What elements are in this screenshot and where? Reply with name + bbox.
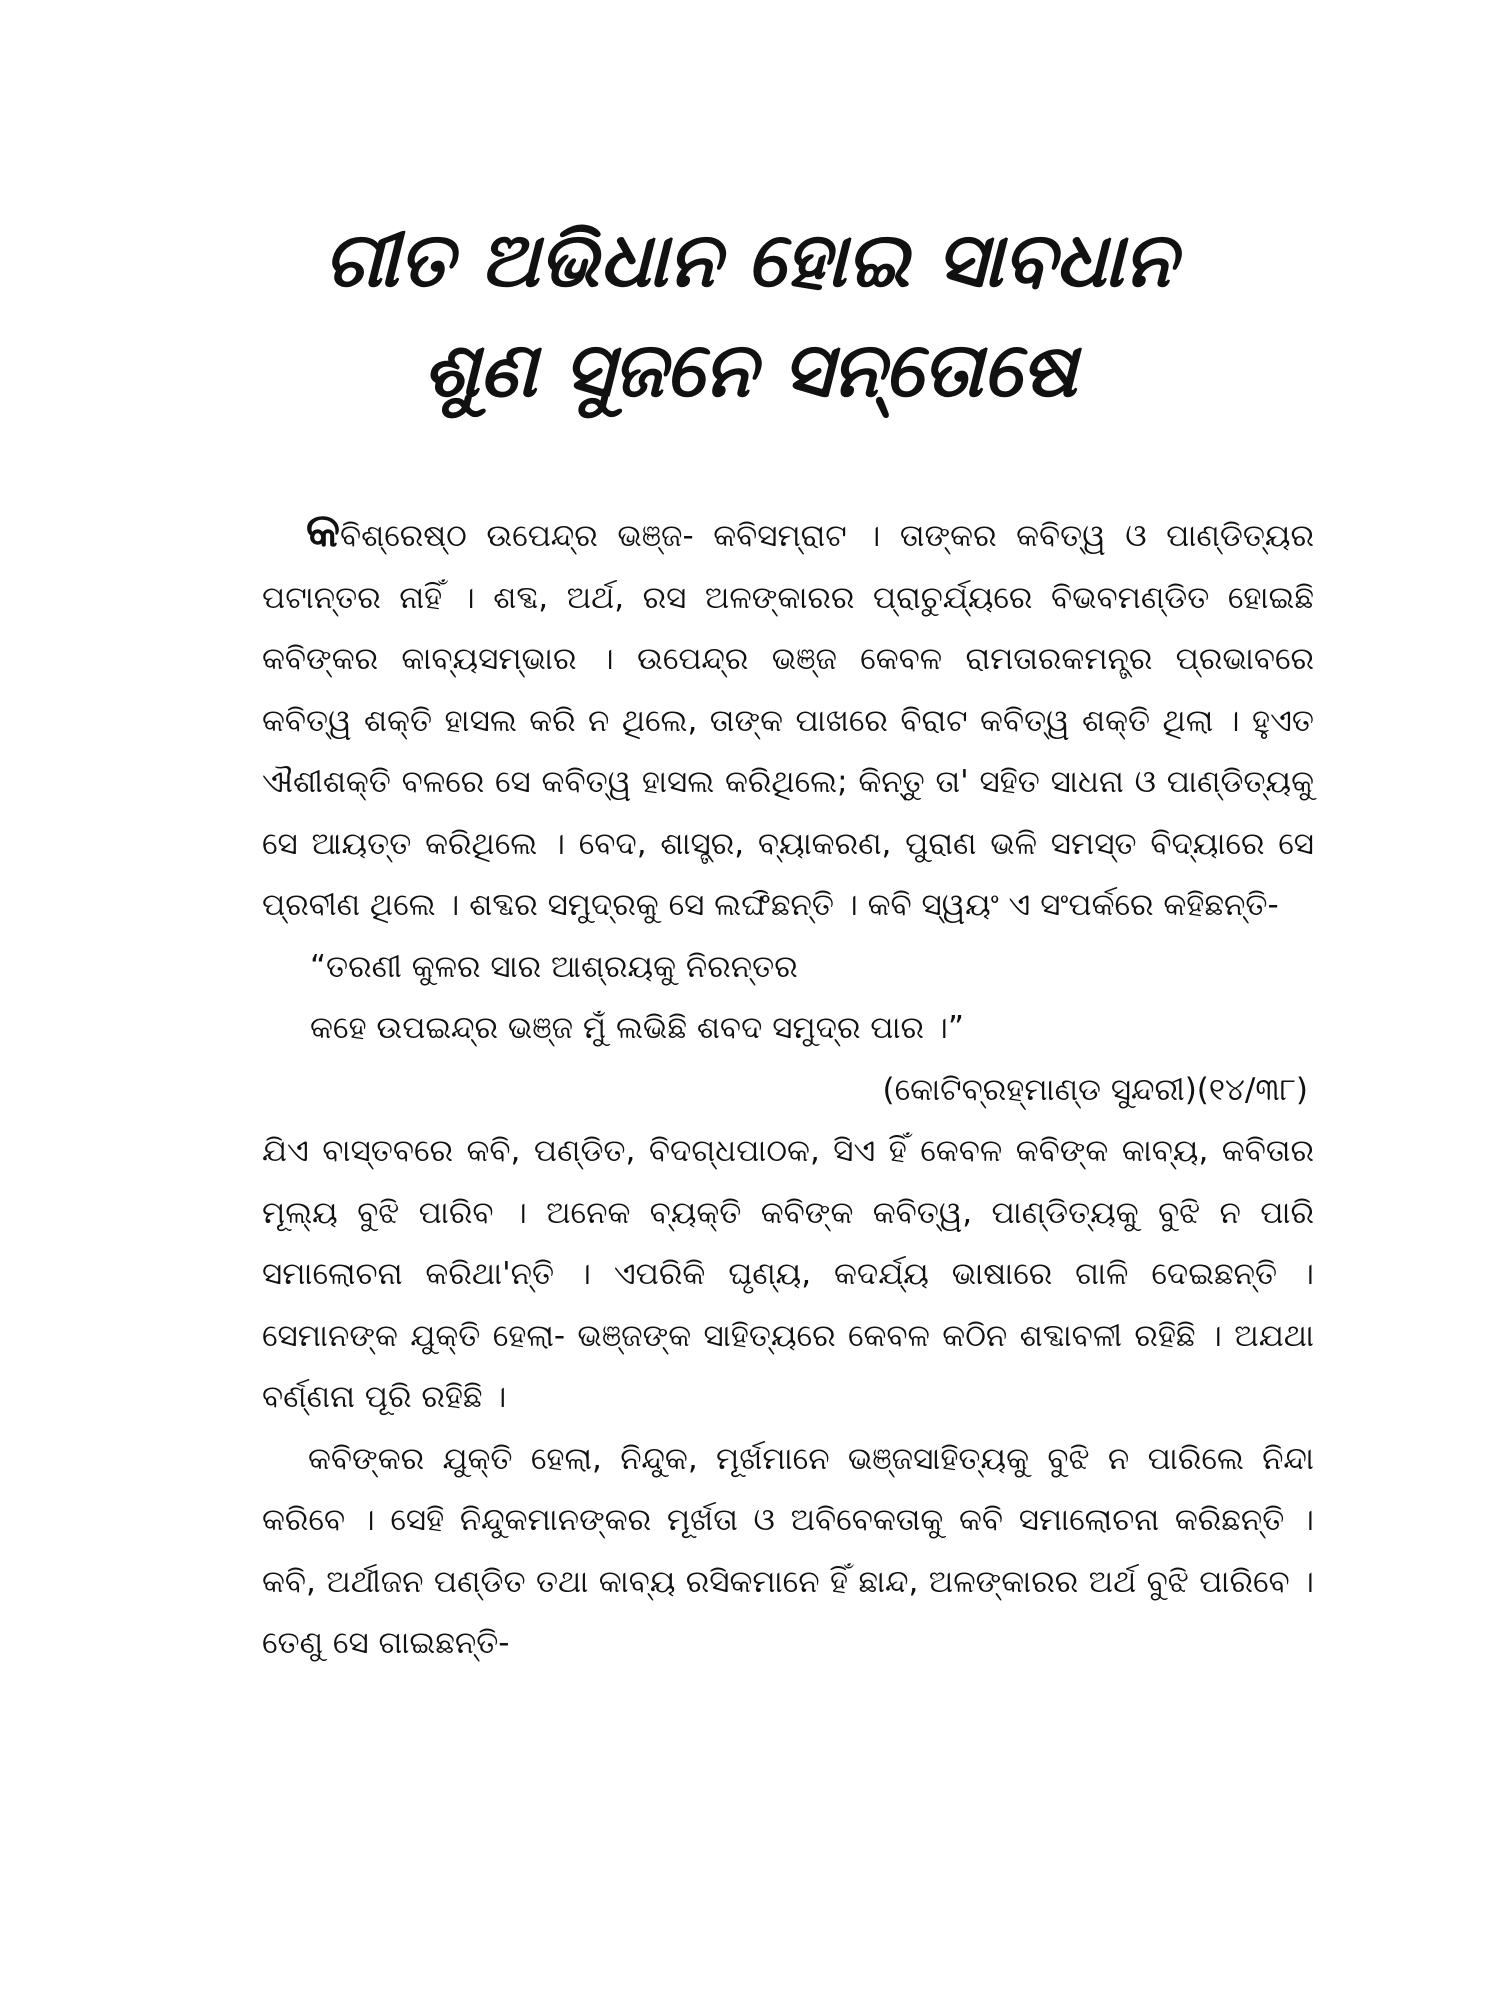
quote-citation: (କୋଟିବ୍ରହ୍ମାଣ୍ଡ ସୁନ୍ଦରୀ)(୧୪/୩୮) <box>882 1071 1308 1108</box>
quote-line-2: କହେ ଉପଇନ୍ଦ୍ର ଭଞ୍ଜ ମୁଁ ଲଭିଛି ଶବଦ ସମୁଦ୍ର ପାର ।” <box>310 1010 964 1046</box>
page-title-line-2: ଶୁଣ ସୁଜନେ ସନ୍ତୋଷେ <box>422 325 1077 414</box>
intro-paragraph-text: ବିଶ୍ରେଷ୍ଠ ଉପେନ୍ଦ୍ର ଭଞ୍ଜ- କବିସମ୍ରାଟ । ତାଙ୍କର କବିତ୍ୱ ଓ ପାଣ୍ଡିତ୍ୟର ପଟାନ୍ତର ନାହିଁ । ଶବ୍ଦ, ଅର୍ଥ, ରସ ଅଳଙ୍କାରର ପ୍ରାଚୁର୍ଯ୍ୟରେ ବିଭବମଣ୍ଡିତ ହୋଇଛି କବିଙ୍କର କାବ୍ୟସମ୍ଭାର । ଉପେନ୍ଦ୍ର ଭଞ୍ଜ କେବଳ ରାମତାରକମନ୍ତ୍ର ପ୍ରଭାବରେ କବିତ୍ୱ ଶକ୍ତି ହାସଲ କରି ନ ଥିଲେ, ତାଙ୍କ ପାଖରେ ବିରାଟ କବିତ୍ୱ ଶକ୍ତି ଥିଲା । ହୁଏତ ଐଶୀଶକ୍ତି ବଳରେ ସେ କବିତ୍ୱ ହାସଲ କରିଥିଲେ; କିନ୍ତୁ ତା' ସହିତ ସାଧନା ଓ ପାଣ୍ଡିତ୍ୟକୁ ସେ ଆୟତ୍ତ କରିଥିଲେ । ବେଦ, ଶାସ୍ତ୍ର, ବ୍ୟାକରଣ, ପୁରାଣ ଭଳି ସମସ୍ତ ବିଦ୍ୟାରେ ସେ ପ୍ରବୀଣ ଥିଲେ । ଶବ୍ଦର ସମୁଦ୍ରକୁ ସେ ଲଙ୍ଘିଛନ୍ତି । କବି ସ୍ୱୟଂ ଏ ସଂପର୍କରେ କହିଛନ୍ତି- <box>262 518 1314 923</box>
intro-paragraph <box>262 500 1314 937</box>
paragraph-3: କବିଙ୍କର ଯୁକ୍ତି ହେଲା, ନିନ୍ଦୁକ, ମୂର୍ଖମାନେ ଭଞ୍ଜସାହିତ୍ୟକୁ ବୁଝି ନ ପାରିଲେ ନିନ୍ଦା କରିବେ । ସେହି ନିନ୍ଦୁକମାନଙ୍କର ମୂର୍ଖତା ଓ ଅବିବେକତାକୁ କବି ସମାଲୋଚନା କରିଛନ୍ତି । କବି, ଅର୍ଥୀଜନ ପଣ୍ଡିତ ତଥା କାବ୍ୟ ରସିକମାନେ ହିଁ ଛାନ୍ଦ, ଅଳଙ୍କାରର ଅର୍ଥ ବୁଝି ପାରିବେ । ତେଣୁ ସେ ଗାଇଛନ୍ତି- <box>262 1440 1314 1661</box>
paragraph-2: ଯିଏ ବାସ୍ତବରେ କବି, ପଣ୍ଡିତ, ବିଦଗ୍ଧପାଠକ, ସିଏ ହିଁ କେବଳ କବିଙ୍କ କାବ୍ୟ, କବିତାର ମୂଲ୍ୟ ବୁଝି ପାରିବ । ଅନେକ ବ୍ୟକ୍ତି କବିଙ୍କ କବିତ୍ୱ, ପାଣ୍ଡିତ୍ୟକୁ ବୁଝି ନ ପାରି ସମାଲୋଚନା କରିଥା'ନ୍ତି । ଏପରିକି ଘୃଣ୍ୟ, କଦର୍ଯ୍ୟ ଭାଷାରେ ଗାଳି ଦେଇଛନ୍ତି । ସେମାନଙ୍କ ଯୁକ୍ତି ହେଲା- ଭଞ୍ଜଙ୍କ ସାହିତ୍ୟରେ କେବଳ କଠିନ ଶବ୍ଦାବଳୀ ରହିଛି । ଅଯଥା ବର୍ଣ୍ଣନା ପୂରି ରହିଛି । <box>262 1133 1314 1415</box>
drop-cap-letter: କ <box>306 503 340 557</box>
body-text <box>262 500 1314 1675</box>
quote-line-1: “ତରଣୀ କୁଳର ସାର ଆଶ୍ରୟକୁ ନିରନ୍ତର <box>310 948 798 985</box>
page-title-line-1: ଗୀତ ଅଭିଧାନ ହୋଇ ସାବଧାନ <box>323 215 1177 304</box>
